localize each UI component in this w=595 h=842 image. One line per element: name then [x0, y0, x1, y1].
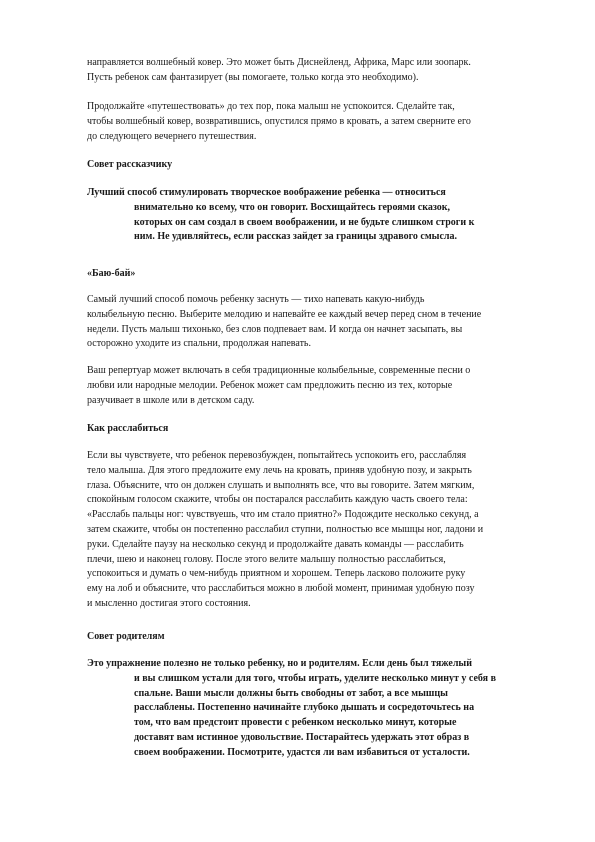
relax-heading: Как расслабиться [87, 423, 169, 434]
text-line: осторожно уходите из спальни, продолжая напевать. [87, 338, 311, 350]
storyteller-heading: Совет рассказчику [87, 159, 173, 170]
text-line: Ваш репертуар может включать в себя традиционные колыбельные, современные песни о [87, 365, 471, 376]
text-line: Продолжайте «путешествовать» до тех пор, пока малыш не успокоится. Сделайте так, [87, 101, 455, 112]
text-line: доставят вам истинное удовольствие. Постарайтесь удержать этот образ в [134, 731, 470, 743]
text-line: недели. Пусть малыш тихонько, без слов подпевает вам. И когда он начнет засыпать, вы [87, 323, 463, 335]
text-line: «Расслабь пальцы ног: чувствуешь, что им стало приятно?» Подождите несколько секунд, а [87, 509, 479, 521]
text-line: плечи, шею и наконец голову. После этого велите малышу полностью расслабиться, [87, 553, 446, 565]
lullaby-heading: «Баю-бай» [87, 268, 136, 279]
text-line: спальне. Ваши мысли должны быть свободны от забот, а все мышцы [134, 687, 448, 699]
text-line: Лучший способ стимулировать творческое воображение ребенка — относиться [87, 187, 446, 198]
text-line: Пусть ребенок сам фантазирует (вы помогаете, только когда это необходимо). [87, 71, 419, 83]
text-line: глаза. Объясните, что он должен слушать и выполнять все, что вы говорите. Затем мягким, [87, 479, 475, 491]
text-line: разучивает в школе или в детском саду. [87, 394, 255, 406]
continue-paragraph [87, 100, 549, 144]
text-line: любви или народные мелодии. Ребенок может сам предложить песню из тех, которые [87, 379, 453, 391]
text-line: которых он сам создал в своем воображении, и не будьте слишком строги к [134, 216, 475, 228]
text-line: и вы слишком устали для того, чтобы играть, уделите несколько минут у себя в [134, 672, 496, 684]
text-line: затем скажите, чтобы он постепенно расслабил ступни, полностью все мышцы ног, ладони и [87, 523, 484, 535]
lullaby-paragraph-1 [87, 293, 549, 352]
text-line: и мысленно достигая этого состояния. [87, 597, 251, 609]
text-line: внимательно ко всему, что он говорит. Восхищайтесь героями сказок, [134, 201, 451, 213]
text-line: колыбельную песню. Выберите мелодию и напевайте ее каждый вечер перед сном в течение [87, 308, 482, 320]
relax-paragraph [87, 449, 549, 612]
text-line: тело малыша. Для этого предложите ему лечь на кровать, приняв удобную позу, и закрыть [87, 464, 472, 476]
storyteller-tip [87, 186, 549, 245]
text-line: расслаблены. Постепенно начинайте глубоко дышать и сосредоточьтесь на [134, 702, 475, 714]
text-line: Это упражнение полезно не только ребенку, но и родителям. Если день был тяжелый [87, 658, 472, 669]
text-line: направляется волшебный ковер. Это может быть Диснейленд, Африка, Марс или зоопарк. [87, 57, 471, 68]
text-line: чтобы волшебный ковер, возвратившись, опустился прямо в кровать, а затем сверните его [87, 115, 471, 127]
text-line: Самый лучший способ помочь ребенку заснуть — тихо напевать какую-нибудь [87, 294, 425, 305]
text-line: том, что вам предстоит провести с ребенком несколько минут, которые [134, 717, 457, 729]
parents-tip [87, 657, 549, 761]
text-line: Если вы чувствуете, что ребенок перевозбужден, попытайтесь успокоить его, расслабляя [87, 450, 467, 461]
text-line: руки. Сделайте паузу на несколько секунд и продолжайте давать команды — расслабить [87, 538, 464, 550]
text-line: ему на лоб и объясните, что расслабиться можно в любой момент, принимая удобную позу [87, 583, 475, 595]
parents-heading: Совет родителям [87, 631, 165, 642]
text-line: спокойным голосом скажите, чтобы он постарался расслабить каждую часть своего тела: [87, 494, 468, 506]
intro-paragraph [87, 56, 549, 86]
lullaby-paragraph-2 [87, 364, 549, 408]
text-line: ним. Не удивляйтесь, если рассказ зайдет за границы здравого смысла. [134, 231, 458, 243]
text-line: своем воображении. Посмотрите, удастся ли вам избавиться от усталости. [134, 746, 470, 758]
text-line: успокоиться и думать о чем-нибудь приятном и хорошем. Теперь ласково положите руку [87, 568, 466, 580]
text-line: до следующего вечернего путешествия. [87, 130, 257, 142]
